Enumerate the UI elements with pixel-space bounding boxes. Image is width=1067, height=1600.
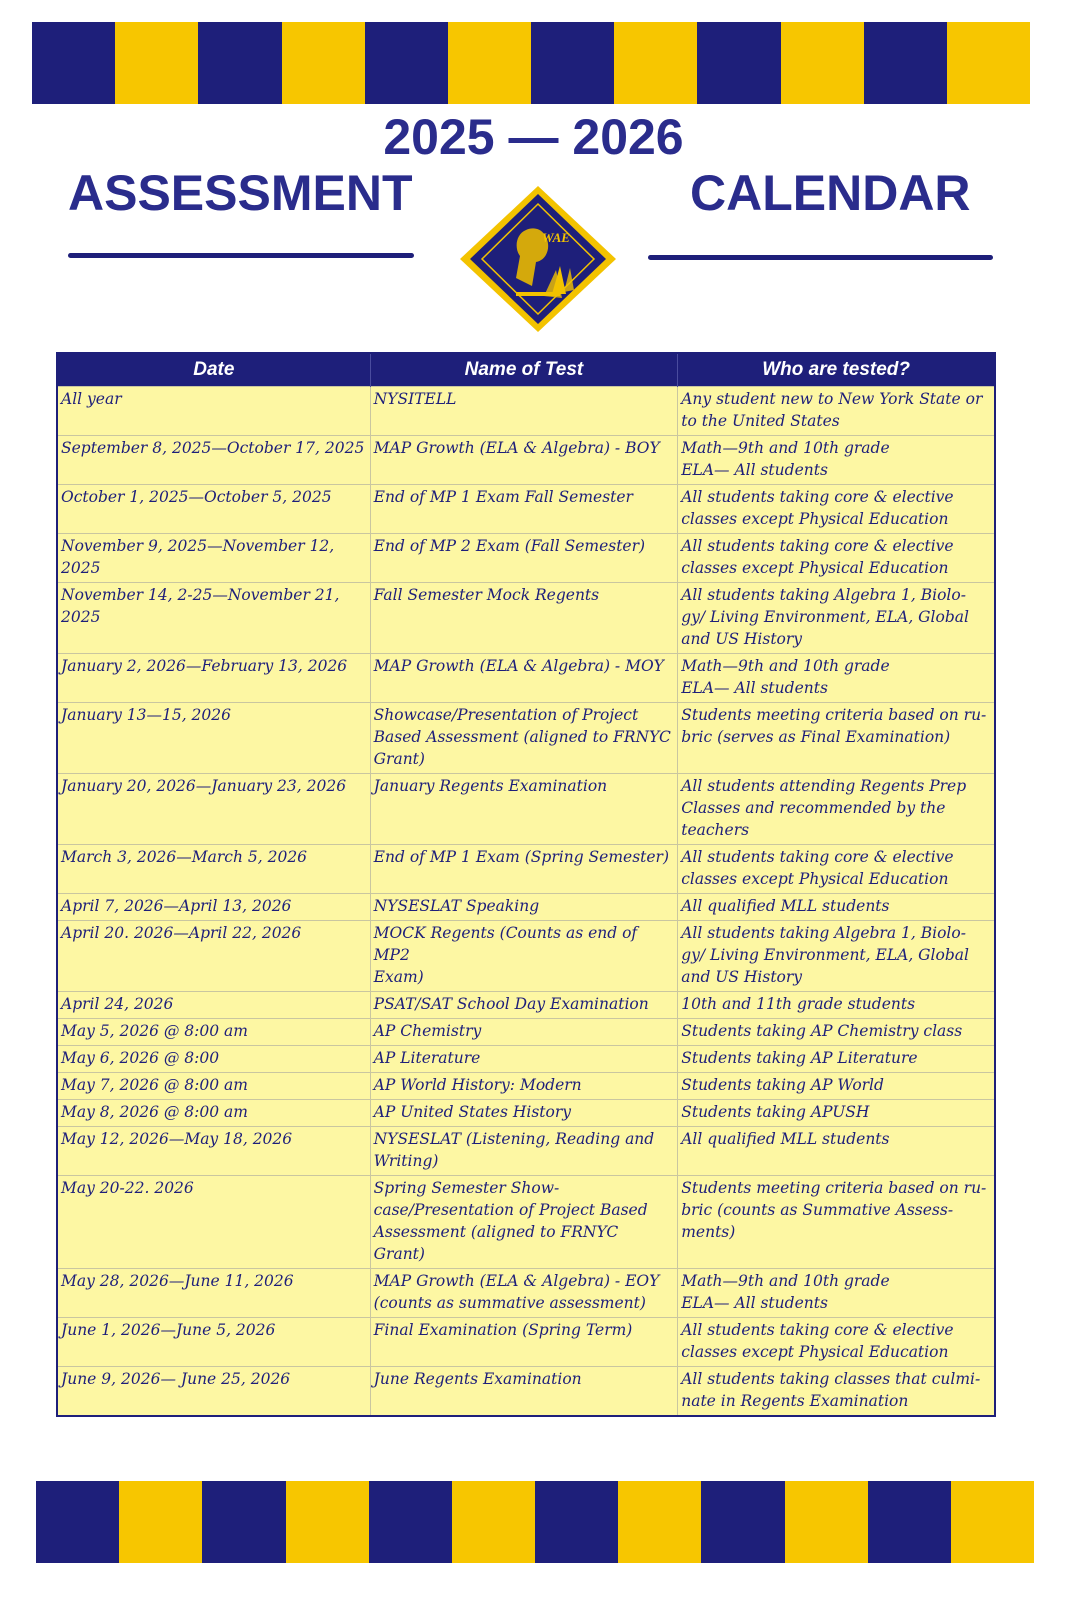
stripe-block [448,22,531,104]
date-cell-text: January 20, 2026—January 23, 2026 [61,777,347,795]
date-cell-text: May 20-22. 2026 [61,1179,194,1197]
who-tested-column-header: Who are tested? [678,353,995,387]
table-row [57,1019,995,1046]
who-tested-cell [678,1269,995,1318]
stripe-block [369,1481,452,1563]
table-row [57,1100,995,1127]
who-tested-cell-text: All students taking core & elective classes except Physical Education [681,848,954,888]
date-cell-text: May 8, 2026 @ 8:00 am [61,1103,248,1121]
who-tested-cell [678,992,995,1019]
who-tested-cell-text: All students taking Algebra 1, Biolo- gy/ Living Environment, ELA, Global and US History [681,586,969,648]
date-cell-text: April 24, 2026 [61,995,174,1013]
date-cell [57,1127,370,1176]
table-row [57,845,995,894]
date-cell [57,534,370,583]
table-row [57,1269,995,1318]
table-row [57,387,995,436]
date-cell [57,583,370,654]
who-tested-cell-text: All students taking core & elective classes except Physical Education [681,537,954,577]
who-tested-cell [678,485,995,534]
stripe-block [452,1481,535,1563]
stripe-block [868,1481,951,1563]
test-name-cell-text: End of MP 1 Exam (Spring Semester) [373,848,670,866]
test-name-cell [370,583,678,654]
table-header-row [57,353,995,387]
date-cell [57,485,370,534]
test-name-cell-text: Fall Semester Mock Regents [373,586,600,604]
date-cell-text: May 28, 2026—June 11, 2026 [61,1272,294,1290]
test-name-cell [370,703,678,774]
date-cell [57,1367,370,1417]
date-cell-text: January 13—15, 2026 [61,706,232,724]
test-name-cell-text: NYSITELL [373,390,457,408]
date-cell [57,1019,370,1046]
who-tested-cell [678,654,995,703]
test-name-cell [370,992,678,1019]
table-row [57,654,995,703]
stripe-block [614,22,697,104]
test-name-cell [370,921,678,992]
test-name-cell-text: End of MP 2 Exam (Fall Semester) [373,537,646,555]
assessment-calendar-table [56,352,996,1417]
date-cell-text: September 8, 2025—October 17, 2025 [61,439,365,457]
test-name-cell-text: Final Examination (Spring Term) [373,1321,633,1339]
date-cell-text: April 20. 2026—April 22, 2026 [61,924,302,942]
who-tested-cell [678,1046,995,1073]
stripe-block [282,22,365,104]
test-name-cell-text: MAP Growth (ELA & Algebra) - EOY (counts as summative assessment) [373,1272,660,1312]
who-tested-cell [678,1367,995,1417]
who-tested-cell-text: 10th and 11th grade students [681,995,916,1013]
date-cell-text: April 7, 2026—April 13, 2026 [61,897,292,915]
stripe-block [618,1481,701,1563]
stripe-block [951,1481,1034,1563]
school-year-title: 2025 — 2026 [383,109,684,165]
table-row [57,534,995,583]
who-tested-cell-text: All qualified MLL students [681,897,890,915]
test-name-cell [370,1367,678,1417]
date-cell-text: May 12, 2026—May 18, 2026 [61,1130,293,1148]
test-name-cell-text: MAP Growth (ELA & Algebra) - MOY [373,657,664,675]
date-cell-text: November 9, 2025—November 12, 2025 [61,537,335,577]
test-name-cell-text: MOCK Regents (Counts as end of MP2 Exam) [373,924,638,986]
who-tested-cell [678,845,995,894]
table-row [57,1046,995,1073]
date-cell [57,921,370,992]
who-tested-cell [678,1073,995,1100]
date-cell-text: All year [61,390,122,408]
test-name-cell-text: PSAT/SAT School Day Examination [373,995,649,1013]
test-name-cell [370,1046,678,1073]
date-cell-text: May 7, 2026 @ 8:00 am [61,1076,248,1094]
top-stripe-banner [32,22,1030,104]
who-tested-cell [678,703,995,774]
who-tested-cell [678,1318,995,1367]
calendar-heading: CALENDAR [690,165,971,221]
test-name-cell-text: Showcase/Presentation of Project Based Assessment (aligned to FRNYC Grant) [373,706,671,768]
test-name-cell-text: End of MP 1 Exam Fall Semester [373,488,633,506]
table-row [57,774,995,845]
table-body [57,387,995,1417]
who-tested-cell [678,1127,995,1176]
who-tested-cell-text: Any student new to New York State or to the United States [681,390,983,430]
date-cell-text: November 14, 2-25—November 21, 2025 [61,586,340,626]
test-name-cell [370,654,678,703]
table-row [57,921,995,992]
test-name-cell [370,894,678,921]
test-name-cell [370,534,678,583]
stripe-block [864,22,947,104]
who-tested-cell [678,387,995,436]
test-name-column-header: Name of Test [370,353,678,387]
date-cell [57,774,370,845]
date-cell [57,992,370,1019]
bottom-stripe-banner [36,1481,1034,1563]
table-row [57,1073,995,1100]
test-name-cell [370,1318,678,1367]
test-name-cell-text: AP World History: Modern [373,1076,582,1094]
table-row [57,894,995,921]
test-name-cell [370,1073,678,1100]
table-row [57,485,995,534]
date-cell [57,703,370,774]
who-tested-cell-text: Students meeting criteria based on ru- bric (counts as Summative Assess- ments) [681,1179,987,1241]
who-tested-cell [678,894,995,921]
who-tested-cell-text: All students taking classes that culmi- nate in Regents Examination [681,1370,981,1410]
stripe-block [115,22,198,104]
test-name-cell [370,485,678,534]
table-row [57,992,995,1019]
test-name-cell [370,1100,678,1127]
test-name-cell [370,387,678,436]
who-tested-cell-text: Math—9th and 10th grade ELA— All students [681,439,890,479]
who-tested-cell-text: All students attending Regents Prep Classes and recommended by the teachers [681,777,967,839]
stripe-block [535,1481,618,1563]
date-cell-text: May 5, 2026 @ 8:00 am [61,1022,248,1040]
who-tested-cell-text: Students taking AP World [681,1076,884,1094]
stripe-block [119,1481,202,1563]
date-cell-text: October 1, 2025—October 5, 2025 [61,488,332,506]
date-cell-text: May 6, 2026 @ 8:00 [61,1049,220,1067]
date-cell [57,1269,370,1318]
who-tested-cell-text: Students taking AP Literature [681,1049,918,1067]
test-name-cell [370,1019,678,1046]
table-row [57,436,995,485]
right-divider [648,255,993,260]
test-name-cell-text: NYSESLAT Speaking [373,897,540,915]
stripe-block [785,1481,868,1563]
table-row [57,1367,995,1417]
who-tested-cell-text: All students taking Algebra 1, Biolo- gy/ Living Environment, ELA, Global and US History [681,924,969,986]
date-cell-text: March 3, 2026—March 5, 2026 [61,848,308,866]
who-tested-cell [678,1176,995,1269]
stripe-block [365,22,448,104]
test-name-cell [370,845,678,894]
date-cell-text: January 2, 2026—February 13, 2026 [61,657,348,675]
test-name-cell-text: June Regents Examination [373,1370,582,1388]
who-tested-cell-text: Students meeting criteria based on ru- bric (serves as Final Examination) [681,706,987,746]
table-row [57,1176,995,1269]
who-tested-cell-text: All students taking core & elective classes except Physical Education [681,1321,954,1361]
seal-monogram: WAE [542,230,570,245]
stripe-block [198,22,281,104]
stripe-block [531,22,614,104]
who-tested-cell-text: Students taking AP Chemistry class [681,1022,963,1040]
stripe-block [32,22,115,104]
date-column-header: Date [57,353,370,387]
who-tested-cell-text: Math—9th and 10th grade ELA— All students [681,1272,890,1312]
who-tested-cell-text: All students taking core & elective classes except Physical Education [681,488,954,528]
who-tested-cell [678,436,995,485]
assessment-heading: ASSESSMENT [68,165,413,221]
date-cell [57,654,370,703]
test-name-cell-text: AP United States History [373,1103,572,1121]
who-tested-cell [678,1019,995,1046]
stripe-block [701,1481,784,1563]
test-name-cell-text: Spring Semester Show- case/Presentation of Project Based Assessment (aligned to FRNYC Grant) [373,1179,648,1263]
date-cell [57,845,370,894]
test-name-cell-text: January Regents Examination [373,777,608,795]
test-name-cell [370,1176,678,1269]
table-row [57,1318,995,1367]
date-cell [57,1100,370,1127]
date-cell [57,387,370,436]
school-seal-icon [456,182,620,336]
date-cell [57,894,370,921]
date-cell [57,436,370,485]
test-name-cell-text: NYSESLAT (Listening, Reading and Writing) [373,1130,655,1170]
test-name-cell [370,436,678,485]
who-tested-cell-text: Math—9th and 10th grade ELA— All students [681,657,890,697]
date-cell-text: June 9, 2026— June 25, 2026 [61,1370,291,1388]
stripe-block [36,1481,119,1563]
test-name-cell [370,1269,678,1318]
table-row [57,703,995,774]
who-tested-cell [678,1100,995,1127]
stripe-block [286,1481,369,1563]
test-name-cell-text: AP Literature [373,1049,481,1067]
date-cell [57,1318,370,1367]
who-tested-cell [678,774,995,845]
test-name-cell [370,1127,678,1176]
date-cell-text: June 1, 2026—June 5, 2026 [61,1321,276,1339]
date-cell [57,1046,370,1073]
test-name-cell-text: MAP Growth (ELA & Algebra) - BOY [373,439,660,457]
who-tested-cell-text: Students taking APUSH [681,1103,870,1121]
date-cell [57,1073,370,1100]
test-name-cell [370,774,678,845]
test-name-cell-text: AP Chemistry [373,1022,482,1040]
who-tested-cell [678,921,995,992]
who-tested-cell-text: All qualified MLL students [681,1130,890,1148]
who-tested-cell [678,583,995,654]
stripe-block [202,1481,285,1563]
stripe-block [947,22,1030,104]
left-divider [68,253,414,258]
date-cell [57,1176,370,1269]
stripe-block [781,22,864,104]
table-row [57,583,995,654]
table-row [57,1127,995,1176]
stripe-block [697,22,780,104]
who-tested-cell [678,534,995,583]
